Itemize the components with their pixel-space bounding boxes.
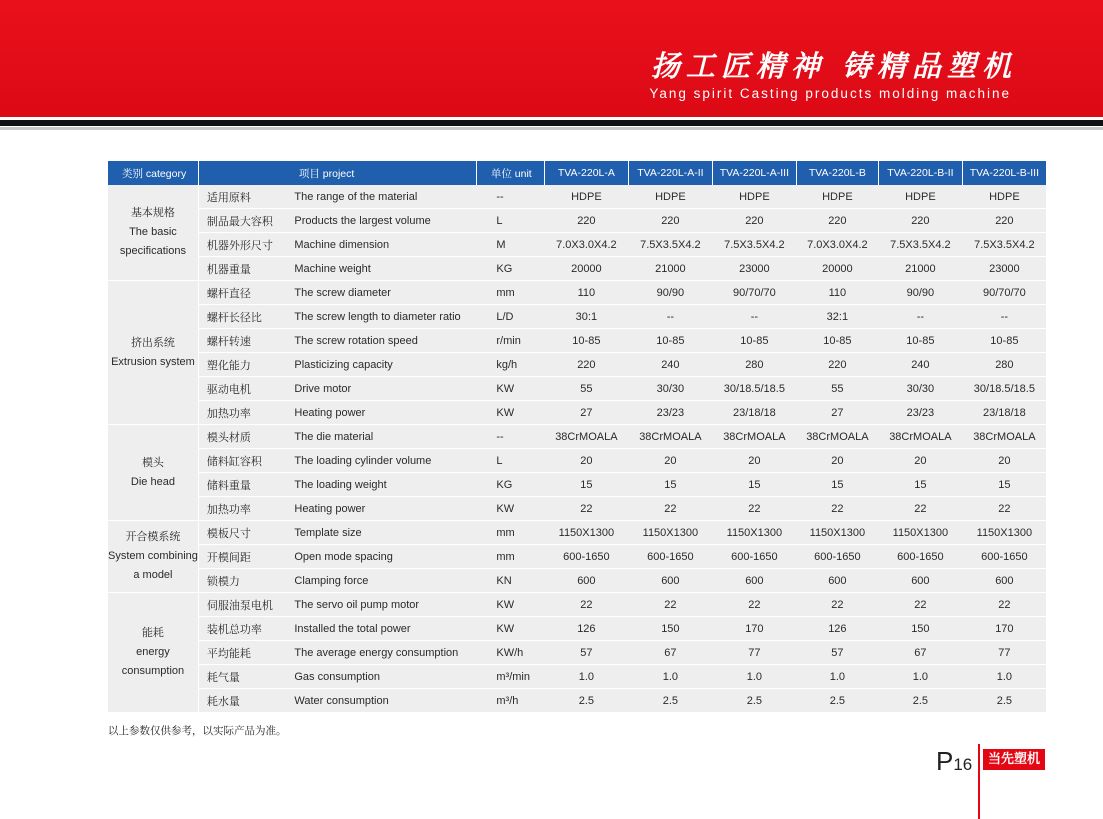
value-cell: 126 (796, 617, 878, 641)
value-cell: 22 (628, 497, 712, 521)
unit-cell: KW (476, 617, 544, 641)
value-cell: HDPE (628, 185, 712, 209)
value-cell: 7.0X3.0X4.2 (544, 233, 628, 257)
item-name-cn: 塑化能力 (198, 353, 292, 377)
page-prefix: P (936, 746, 954, 776)
table-row (108, 569, 1046, 593)
value-cell: 38CrMOALA (878, 425, 962, 449)
table-row (108, 665, 1046, 689)
unit-cell: KW/h (476, 641, 544, 665)
value-cell: 30/30 (628, 377, 712, 401)
unit-cell: L (476, 209, 544, 233)
value-cell: 220 (796, 209, 878, 233)
item-name-en: The servo oil pump motor (292, 593, 476, 617)
table-row (108, 353, 1046, 377)
item-name-cn: 螺杆长径比 (198, 305, 292, 329)
category-label: 模头 (141, 456, 164, 469)
value-cell: 1.0 (544, 665, 628, 689)
header-model: TVA-220L-B (796, 161, 878, 185)
table-row (108, 497, 1046, 521)
value-cell: HDPE (544, 185, 628, 209)
value-cell: 220 (628, 209, 712, 233)
value-cell: 21000 (628, 257, 712, 281)
value-cell: 77 (712, 641, 796, 665)
item-name-cn: 机器重量 (198, 257, 292, 281)
value-cell: 600-1650 (628, 545, 712, 569)
item-name-cn: 伺服油泵电机 (198, 593, 292, 617)
value-cell: 1.0 (712, 665, 796, 689)
value-cell: 600-1650 (962, 545, 1046, 569)
category-label: specifications (119, 245, 186, 257)
value-cell: 170 (712, 617, 796, 641)
unit-cell: mm (476, 281, 544, 305)
value-cell: 38CrMOALA (544, 425, 628, 449)
table-row (108, 233, 1046, 257)
value-cell: 38CrMOALA (628, 425, 712, 449)
value-cell: 1150X1300 (628, 521, 712, 545)
value-cell: 1150X1300 (796, 521, 878, 545)
value-cell: 38CrMOALA (796, 425, 878, 449)
value-cell: 220 (796, 353, 878, 377)
unit-cell: KN (476, 569, 544, 593)
value-cell: 7.5X3.5X4.2 (878, 233, 962, 257)
value-cell: 30/30 (878, 377, 962, 401)
table-row (108, 257, 1046, 281)
header-project: 项目 project (198, 161, 476, 185)
value-cell: -- (628, 305, 712, 329)
header-unit: 单位 unit (476, 161, 544, 185)
value-cell: 600-1650 (796, 545, 878, 569)
value-cell: 90/90 (878, 281, 962, 305)
item-name-cn: 平均能耗 (198, 641, 292, 665)
value-cell: 7.0X3.0X4.2 (796, 233, 878, 257)
unit-cell: M (476, 233, 544, 257)
value-cell: 1.0 (628, 665, 712, 689)
item-name-cn: 加热功率 (198, 497, 292, 521)
unit-cell: KW (476, 401, 544, 425)
item-name-en: Clamping force (292, 569, 476, 593)
category-cell (108, 593, 198, 713)
value-cell: 55 (796, 377, 878, 401)
value-cell: 1.0 (962, 665, 1046, 689)
value-cell: 7.5X3.5X4.2 (712, 233, 796, 257)
value-cell: 2.5 (962, 689, 1046, 713)
value-cell: HDPE (878, 185, 962, 209)
header-model: TVA-220L-B-II (878, 161, 962, 185)
unit-cell: m³/min (476, 665, 544, 689)
header-model: TVA-220L-A-III (712, 161, 796, 185)
value-cell: 23/18/18 (712, 401, 796, 425)
value-cell: 22 (712, 593, 796, 617)
header-banner (0, 0, 1103, 117)
value-cell: 15 (796, 473, 878, 497)
category-label: energy (136, 646, 170, 658)
item-name-en: Heating power (292, 401, 476, 425)
value-cell: 600-1650 (712, 545, 796, 569)
value-cell: 22 (544, 593, 628, 617)
page-number (936, 746, 972, 777)
value-cell: 22 (796, 497, 878, 521)
page-number-value: 16 (953, 755, 973, 774)
value-cell: -- (712, 305, 796, 329)
item-name-en: The screw diameter (292, 281, 476, 305)
value-cell: 32:1 (796, 305, 878, 329)
value-cell: -- (962, 305, 1046, 329)
category-label: a model (133, 569, 173, 581)
slogan-english: Yang spirit Casting products molding machine (649, 86, 1011, 101)
value-cell: 15 (544, 473, 628, 497)
footer-red-line (978, 744, 980, 819)
table-row (108, 305, 1046, 329)
item-name-en: Machine dimension (292, 233, 476, 257)
header-model: TVA-220L-A (544, 161, 628, 185)
value-cell: 1150X1300 (544, 521, 628, 545)
value-cell: 600 (544, 569, 628, 593)
category-label: Die head (130, 475, 175, 488)
divider-gray (0, 127, 1103, 130)
value-cell: 38CrMOALA (712, 425, 796, 449)
value-cell: 23000 (712, 257, 796, 281)
value-cell: 10-85 (878, 329, 962, 353)
item-name-cn: 螺杆转速 (198, 329, 292, 353)
item-name-en: The loading weight (292, 473, 476, 497)
category-cell (108, 185, 198, 281)
value-cell: 20 (544, 449, 628, 473)
item-name-cn: 加热功率 (198, 401, 292, 425)
item-name-cn: 螺杆直径 (198, 281, 292, 305)
value-cell: 77 (962, 641, 1046, 665)
value-cell: 15 (878, 473, 962, 497)
value-cell: 22 (796, 593, 878, 617)
value-cell: 600 (628, 569, 712, 593)
value-cell: 67 (878, 641, 962, 665)
item-name-en: The range of the material (292, 185, 476, 209)
value-cell: 2.5 (712, 689, 796, 713)
value-cell: 20 (796, 449, 878, 473)
value-cell: HDPE (962, 185, 1046, 209)
divider-black (0, 120, 1103, 126)
unit-cell: mm (476, 521, 544, 545)
header-model: TVA-220L-A-II (628, 161, 712, 185)
item-name-cn: 耗水量 (198, 689, 292, 713)
table-row (108, 401, 1046, 425)
value-cell: 1150X1300 (962, 521, 1046, 545)
category-cell (108, 425, 198, 521)
item-name-cn: 机器外形尺寸 (198, 233, 292, 257)
item-name-cn: 适用原料 (198, 185, 292, 209)
value-cell: 15 (712, 473, 796, 497)
item-name-cn: 锁模力 (198, 569, 292, 593)
unit-cell: L/D (476, 305, 544, 329)
spec-table (108, 161, 1047, 713)
value-cell: 90/70/70 (962, 281, 1046, 305)
table-row (108, 593, 1046, 617)
brand-label: 当先塑机 (983, 749, 1045, 770)
unit-cell: mm (476, 545, 544, 569)
value-cell: 23/23 (878, 401, 962, 425)
value-cell: 22 (878, 497, 962, 521)
table-row (108, 449, 1046, 473)
value-cell: 170 (962, 617, 1046, 641)
value-cell: -- (878, 305, 962, 329)
value-cell: 23/23 (628, 401, 712, 425)
value-cell: 22 (878, 593, 962, 617)
value-cell: 30/18.5/18.5 (712, 377, 796, 401)
value-cell: 126 (544, 617, 628, 641)
value-cell: 90/70/70 (712, 281, 796, 305)
value-cell: 220 (712, 209, 796, 233)
table-row (108, 329, 1046, 353)
value-cell: 1.0 (796, 665, 878, 689)
value-cell: 27 (796, 401, 878, 425)
table-row (108, 281, 1046, 305)
item-name-en: The average energy consumption (292, 641, 476, 665)
value-cell: 220 (878, 209, 962, 233)
category-label: 基本规格 (130, 207, 175, 219)
value-cell: 2.5 (796, 689, 878, 713)
value-cell: 600 (878, 569, 962, 593)
value-cell: 240 (628, 353, 712, 377)
value-cell: 20 (628, 449, 712, 473)
value-cell: 600 (962, 569, 1046, 593)
category-label: Extrusion system (111, 355, 195, 368)
value-cell: 1150X1300 (878, 521, 962, 545)
value-cell: 10-85 (962, 329, 1046, 353)
value-cell: 30/18.5/18.5 (962, 377, 1046, 401)
value-cell: 23000 (962, 257, 1046, 281)
value-cell: 38CrMOALA (962, 425, 1046, 449)
item-name-en: Drive motor (292, 377, 476, 401)
value-cell: 110 (544, 281, 628, 305)
value-cell: 20 (962, 449, 1046, 473)
category-label: 开合模系统 (125, 531, 181, 543)
value-cell: 22 (712, 497, 796, 521)
table-row (108, 185, 1046, 209)
value-cell: 240 (878, 353, 962, 377)
item-name-en: Machine weight (292, 257, 476, 281)
item-name-en: The die material (292, 425, 476, 449)
unit-cell: KG (476, 257, 544, 281)
value-cell: 22 (962, 497, 1046, 521)
item-name-cn: 耗气量 (198, 665, 292, 689)
value-cell: 30:1 (544, 305, 628, 329)
item-name-cn: 储料缸容积 (198, 449, 292, 473)
item-name-cn: 模头材质 (198, 425, 292, 449)
item-name-en: The screw rotation speed (292, 329, 476, 353)
value-cell: 600-1650 (544, 545, 628, 569)
value-cell: 220 (962, 209, 1046, 233)
header-model: TVA-220L-B-III (962, 161, 1046, 185)
category-label: 能耗 (141, 627, 164, 639)
value-cell: 10-85 (796, 329, 878, 353)
value-cell: 280 (962, 353, 1046, 377)
item-name-cn: 开模间距 (198, 545, 292, 569)
value-cell: 22 (962, 593, 1046, 617)
value-cell: 600 (796, 569, 878, 593)
value-cell: 27 (544, 401, 628, 425)
item-name-en: Water consumption (292, 689, 476, 713)
item-name-cn: 制品最大容积 (198, 209, 292, 233)
item-name-cn: 驱动电机 (198, 377, 292, 401)
table-row (108, 377, 1046, 401)
slogan-chinese: 扬工匠精神 铸精品塑机 (650, 49, 1017, 83)
unit-cell: r/min (476, 329, 544, 353)
unit-cell: KG (476, 473, 544, 497)
value-cell: 20000 (544, 257, 628, 281)
table-row (108, 473, 1046, 497)
item-name-en: Heating power (292, 497, 476, 521)
value-cell: 10-85 (712, 329, 796, 353)
value-cell: 220 (544, 353, 628, 377)
value-cell: 20 (878, 449, 962, 473)
unit-cell: KW (476, 593, 544, 617)
value-cell: 150 (628, 617, 712, 641)
value-cell: 15 (628, 473, 712, 497)
value-cell: 20 (712, 449, 796, 473)
value-cell: 23/18/18 (962, 401, 1046, 425)
unit-cell: KW (476, 377, 544, 401)
value-cell: 67 (628, 641, 712, 665)
item-name-en: Installed the total power (292, 617, 476, 641)
unit-cell: L (476, 449, 544, 473)
value-cell: 22 (544, 497, 628, 521)
category-cell (108, 521, 198, 593)
category-cell (108, 281, 198, 425)
value-cell: 22 (628, 593, 712, 617)
category-label: The basic (129, 226, 177, 238)
item-name-en: Plasticizing capacity (292, 353, 476, 377)
value-cell: 220 (544, 209, 628, 233)
value-cell: 15 (962, 473, 1046, 497)
value-cell: 20000 (796, 257, 878, 281)
item-name-en: Products the largest volume (292, 209, 476, 233)
unit-cell: KW (476, 497, 544, 521)
table-row (108, 545, 1046, 569)
category-label: 挤出系统 (130, 336, 175, 349)
unit-cell: -- (476, 185, 544, 209)
value-cell: HDPE (712, 185, 796, 209)
item-name-cn: 模板尺寸 (198, 521, 292, 545)
disclaimer-note: 以上参数仅供参考，以实际产品为准。 (108, 725, 287, 737)
value-cell: 21000 (878, 257, 962, 281)
table-row (108, 689, 1046, 713)
table-header-row (108, 161, 1046, 185)
value-cell: 57 (796, 641, 878, 665)
value-cell: 1150X1300 (712, 521, 796, 545)
value-cell: 10-85 (544, 329, 628, 353)
value-cell: 7.5X3.5X4.2 (628, 233, 712, 257)
value-cell: HDPE (796, 185, 878, 209)
unit-cell: -- (476, 425, 544, 449)
value-cell: 110 (796, 281, 878, 305)
table-row (108, 617, 1046, 641)
category-label: consumption (121, 665, 185, 677)
category-label: System combining (108, 550, 198, 562)
value-cell: 150 (878, 617, 962, 641)
item-name-en: Template size (292, 521, 476, 545)
table-row (108, 425, 1046, 449)
value-cell: 7.5X3.5X4.2 (962, 233, 1046, 257)
unit-cell: m³/h (476, 689, 544, 713)
value-cell: 90/90 (628, 281, 712, 305)
item-name-en: Gas consumption (292, 665, 476, 689)
value-cell: 10-85 (628, 329, 712, 353)
item-name-en: Open mode spacing (292, 545, 476, 569)
item-name-cn: 储料重量 (198, 473, 292, 497)
item-name-cn: 装机总功率 (198, 617, 292, 641)
item-name-en: The loading cylinder volume (292, 449, 476, 473)
item-name-en: The screw length to diameter ratio (292, 305, 476, 329)
table-row (108, 641, 1046, 665)
value-cell: 55 (544, 377, 628, 401)
table-row (108, 209, 1046, 233)
value-cell: 57 (544, 641, 628, 665)
value-cell: 280 (712, 353, 796, 377)
header-category: 类别 category (108, 161, 198, 185)
value-cell: 2.5 (628, 689, 712, 713)
unit-cell: kg/h (476, 353, 544, 377)
table-row (108, 521, 1046, 545)
value-cell: 600-1650 (878, 545, 962, 569)
value-cell: 1.0 (878, 665, 962, 689)
value-cell: 600 (712, 569, 796, 593)
value-cell: 2.5 (878, 689, 962, 713)
value-cell: 2.5 (544, 689, 628, 713)
